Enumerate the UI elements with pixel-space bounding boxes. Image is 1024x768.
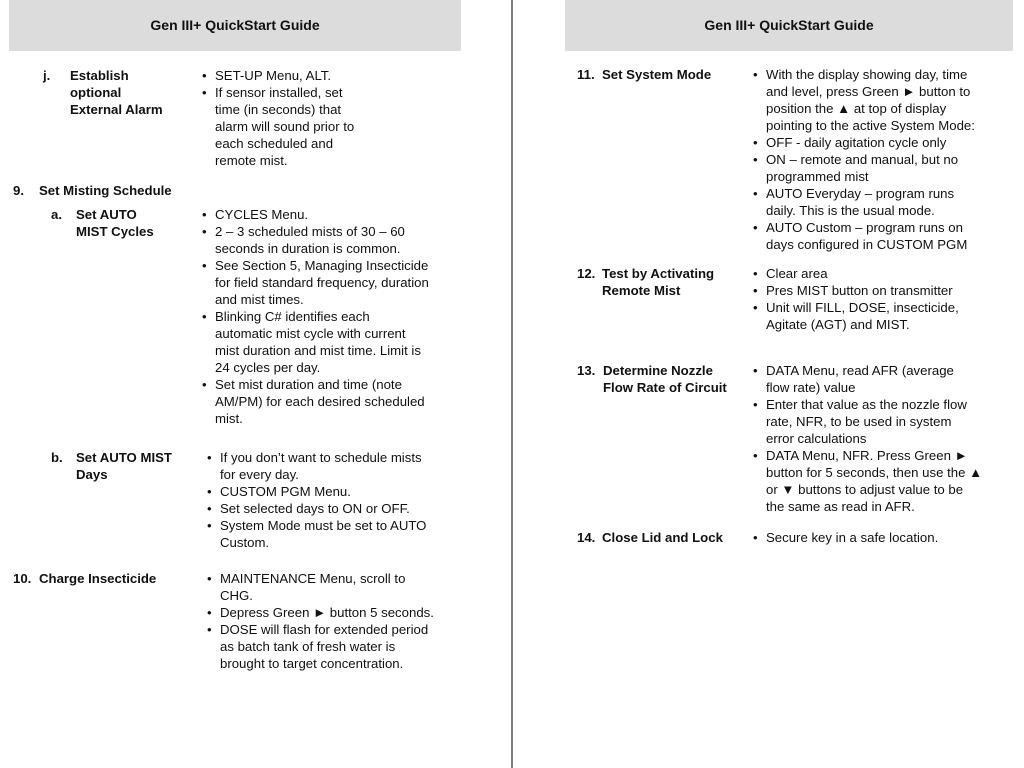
list-item <box>753 265 1015 282</box>
text-line: daily. This is the usual mode. <box>766 203 935 218</box>
text-line: Custom. <box>220 535 270 550</box>
list-item <box>202 257 457 308</box>
page-divider <box>511 0 513 768</box>
list-item <box>753 282 1015 299</box>
text-line: alarm will sound prior to <box>215 119 355 134</box>
text-line: CHG. <box>220 588 253 603</box>
text-line: • Pres MIST button on transmitter <box>766 283 953 298</box>
step-9-title: Set Misting Schedule <box>39 183 172 198</box>
list-item <box>753 219 1015 253</box>
title-line: Set AUTO MIST <box>76 450 172 465</box>
list-item <box>202 67 452 84</box>
text-line: rate, NFR, to be used in system <box>766 414 952 429</box>
step-12-number: 12. <box>577 266 596 281</box>
title-line: Flow Rate of Circuit <box>603 380 727 395</box>
list-item <box>207 517 459 551</box>
title-line: MIST Cycles <box>76 224 154 239</box>
title-line: Remote Mist <box>602 283 681 298</box>
page-header-right <box>565 0 1013 51</box>
text-line: • With the display showing day, time <box>766 67 968 82</box>
text-line: • DATA Menu, read AFR (average <box>766 363 954 378</box>
title-line: Determine Nozzle <box>603 363 713 378</box>
step-10-title: Charge Insecticide <box>39 571 157 586</box>
step-11-number: 11. <box>577 67 595 82</box>
title-line: Days <box>76 467 108 482</box>
text-line: • ON – remote and manual, but no <box>766 152 959 167</box>
text-line: remote mist. <box>215 153 288 168</box>
text-line: • MAINTENANCE Menu, scroll to <box>220 571 406 586</box>
text-line: • Clear area <box>766 266 828 281</box>
text-line: each scheduled and <box>215 136 334 151</box>
text-line: and level, press Green ► button to <box>766 84 971 99</box>
list-item <box>207 483 459 500</box>
header-title-left: Gen III+ QuickStart Guide <box>150 17 320 33</box>
text-line: for field standard frequency, duration <box>215 275 429 290</box>
text-line: • 2 – 3 scheduled mists of 30 – 60 <box>215 224 405 239</box>
list-item <box>207 500 459 517</box>
text-line: for every day. <box>220 467 299 482</box>
text-line: • If sensor installed, set <box>215 85 343 100</box>
text-line: programmed mist <box>766 169 869 184</box>
list-item <box>753 151 1015 185</box>
list-item <box>753 362 1015 396</box>
text-line: • Set mist duration and time (note <box>215 377 402 392</box>
step-j-title <box>70 67 195 118</box>
text-line: • Unit will FILL, DOSE, insecticide, <box>766 300 959 315</box>
step-13-title <box>603 362 751 396</box>
list-item <box>753 396 1015 447</box>
list-item <box>207 621 462 672</box>
text-line: • Blinking C# identifies each <box>215 309 370 324</box>
text-line: • AUTO Custom – program runs on <box>766 220 963 235</box>
text-line: or ▼ buttons to adjust value to be <box>766 482 964 497</box>
step-9-number: 9. <box>13 183 24 198</box>
step-14-number: 14. <box>577 530 596 545</box>
text-line: Agitate (AGT) and MIST. <box>766 317 910 332</box>
title-line: External Alarm <box>70 102 163 117</box>
step-14-title <box>602 529 747 546</box>
step-13-bullets <box>753 362 1015 515</box>
page-header-left <box>9 0 461 51</box>
step-10-number: 10. <box>13 571 32 586</box>
text-line: • OFF - daily agitation cycle only <box>766 135 947 150</box>
step-a-number: a. <box>51 207 62 222</box>
title-line: Establish <box>70 68 129 83</box>
text-line: brought to target concentration. <box>220 656 404 671</box>
step-11-title <box>602 66 747 83</box>
step-13-number: 13. <box>577 363 596 378</box>
text-line: • Set selected days to ON or OFF. <box>220 501 410 516</box>
step-a-bullets <box>202 206 457 427</box>
title-line: Set System Mode <box>602 67 712 82</box>
text-line: the same as read in AFR. <box>766 499 915 514</box>
step-b-number: b. <box>51 450 63 465</box>
text-line: days configured in CUSTOM PGM <box>766 237 968 252</box>
text-line: time (in seconds) that <box>215 102 342 117</box>
list-item <box>202 223 457 257</box>
step-12-title <box>602 265 747 299</box>
list-item <box>753 185 1015 219</box>
list-item <box>207 570 462 604</box>
list-item <box>202 376 457 427</box>
text-line: • See Section 5, Managing Insecticide <box>215 258 429 273</box>
text-line: as batch tank of fresh water is <box>220 639 396 654</box>
list-item <box>753 447 1015 515</box>
title-line: Close Lid and Lock <box>602 530 723 545</box>
step-10-bullets <box>207 570 462 672</box>
text-line: button for 5 seconds, then use the ▲ <box>766 465 983 480</box>
text-line: • DOSE will flash for extended period <box>220 622 429 637</box>
text-line: mist. <box>215 411 243 426</box>
step-a-title <box>76 206 196 240</box>
text-line: • SET-UP Menu, ALT. <box>215 68 332 83</box>
title-line: Test by Activating <box>602 266 715 281</box>
text-line: 24 cycles per day. <box>215 360 321 375</box>
list-item <box>753 134 1015 151</box>
step-14-bullets <box>753 529 1015 546</box>
step-11-bullets <box>753 66 1015 253</box>
list-item <box>207 604 462 621</box>
list-item <box>202 206 457 223</box>
text-line: • AUTO Everyday – program runs <box>766 186 955 201</box>
step-j-bullets <box>202 67 452 169</box>
step-12-bullets <box>753 265 1015 333</box>
list-item <box>753 66 1015 134</box>
title-line: optional <box>70 85 122 100</box>
text-line: • Depress Green ► button 5 seconds. <box>220 605 434 620</box>
text-line: • Secure key in a safe location. <box>766 530 939 545</box>
list-item <box>207 449 459 483</box>
text-line: • CUSTOM PGM Menu. <box>220 484 351 499</box>
text-line: seconds in duration is common. <box>215 241 401 256</box>
text-line: error calculations <box>766 431 867 446</box>
text-line: • DATA Menu, NFR. Press Green ► <box>766 448 968 463</box>
text-line: • If you don’t want to schedule mists <box>220 450 422 465</box>
list-item <box>753 529 1015 546</box>
header-title-right: Gen III+ QuickStart Guide <box>704 17 874 33</box>
step-b-title <box>76 449 201 483</box>
text-line: and mist times. <box>215 292 304 307</box>
text-line: automatic mist cycle with current <box>215 326 406 341</box>
step-j-number: j. <box>43 68 51 83</box>
text-line: pointing to the active System Mode: <box>766 118 975 133</box>
text-line: flow rate) value <box>766 380 856 395</box>
step-b-bullets <box>207 449 459 551</box>
text-line: AM/PM) for each desired scheduled <box>215 394 425 409</box>
text-line: • CYCLES Menu. <box>215 207 309 222</box>
list-item <box>202 308 457 376</box>
text-line: • Enter that value as the nozzle flow <box>766 397 967 412</box>
title-line: Set AUTO <box>76 207 137 222</box>
text-line: position the ▲ at top of display <box>766 101 947 116</box>
list-item <box>753 299 1015 333</box>
list-item <box>202 84 452 169</box>
text-line: mist duration and mist time. Limit is <box>215 343 421 358</box>
text-line: • System Mode must be set to AUTO <box>220 518 427 533</box>
